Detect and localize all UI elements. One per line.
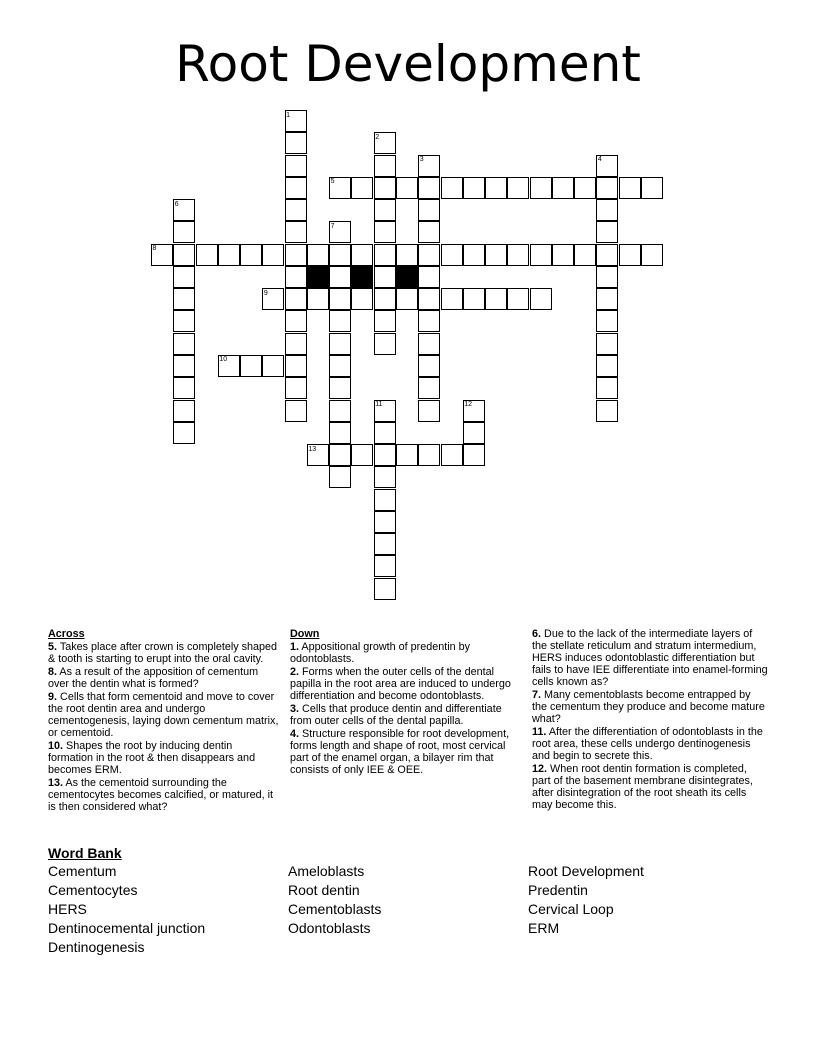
clue-number: 13. — [48, 777, 64, 789]
grid-cell[interactable] — [285, 310, 307, 332]
down-clues — [290, 628, 526, 777]
grid-cell[interactable] — [485, 244, 507, 266]
clue-number: 4 — [597, 156, 602, 164]
grid-cell[interactable] — [285, 155, 307, 177]
down-clue — [532, 726, 768, 762]
grid-cell[interactable] — [240, 244, 262, 266]
across-clue — [48, 641, 280, 665]
clue-number: 1. — [290, 641, 300, 653]
down-clue — [290, 703, 526, 727]
clue-number: 13 — [308, 445, 317, 453]
grid-cell[interactable] — [240, 355, 262, 377]
down-clues-continued — [532, 628, 768, 812]
word-bank-item: Ameloblasts — [288, 863, 365, 879]
across-header: Across — [48, 628, 85, 640]
down-clue — [290, 728, 526, 776]
word-bank-item: Predentin — [528, 882, 588, 898]
clue-text: As the cementoid surrounding the cementocytes becomes calcified, or matured, it is then considered what? — [48, 777, 274, 813]
grid-cell[interactable] — [418, 333, 440, 355]
grid-cell[interactable] — [285, 355, 307, 377]
grid-cell[interactable] — [329, 466, 351, 488]
grid-cell[interactable] — [285, 377, 307, 399]
grid-cell[interactable] — [262, 355, 284, 377]
grid-cell[interactable] — [418, 310, 440, 332]
grid-cell[interactable] — [641, 244, 663, 266]
word-bank-item: Cementocytes — [48, 882, 138, 898]
grid-cell[interactable] — [641, 177, 663, 199]
grid-cell[interactable] — [329, 444, 351, 466]
word-bank-column — [48, 862, 205, 957]
grid-cell[interactable] — [374, 444, 396, 466]
grid-cell[interactable] — [351, 444, 373, 466]
clue-text: Appositional growth of predentin by odontoblasts. — [290, 641, 471, 665]
black-cell — [351, 266, 373, 288]
grid-cell[interactable] — [530, 177, 552, 199]
grid-cell[interactable] — [441, 288, 463, 310]
grid-cell[interactable] — [463, 422, 485, 444]
grid-cell[interactable] — [418, 444, 440, 466]
grid-cell[interactable] — [329, 266, 351, 288]
grid-cell[interactable] — [396, 444, 418, 466]
grid-cell[interactable] — [418, 177, 440, 199]
grid-cell[interactable] — [374, 199, 396, 221]
word-bank-item: Cementoblasts — [288, 901, 382, 917]
grid-cell[interactable] — [418, 221, 440, 243]
grid-cell[interactable] — [374, 533, 396, 555]
grid-cell[interactable] — [596, 266, 618, 288]
clue-number: 11 — [375, 401, 383, 408]
clue-number: 10. — [48, 740, 64, 752]
clue-text: When root dentin formation is completed, part of the basement membrane disintegrates, after disintegration of the root sheath its cells may become this. — [532, 763, 753, 811]
grid-cell[interactable] — [173, 266, 195, 288]
grid-cell[interactable] — [396, 288, 418, 310]
grid-cell[interactable] — [351, 244, 373, 266]
clue-number: 5. — [48, 641, 58, 653]
word-bank-item: Root dentin — [288, 882, 360, 898]
word-bank-item: Cervical Loop — [528, 901, 614, 917]
grid-cell[interactable] — [262, 244, 284, 266]
clue-text: Shapes the root by inducing dentin formation in the root & then disappears and becomes ERM. — [48, 740, 256, 776]
grid-cell[interactable] — [441, 444, 463, 466]
grid-cell[interactable] — [329, 310, 351, 332]
grid-cell[interactable] — [173, 288, 195, 310]
grid-cell[interactable] — [418, 244, 440, 266]
clue-number: 6. — [532, 628, 542, 640]
grid-cell[interactable] — [285, 288, 307, 310]
clue-number: 8. — [48, 666, 58, 678]
grid-cell[interactable] — [374, 288, 396, 310]
grid-cell[interactable] — [596, 199, 618, 221]
grid-cell[interactable] — [173, 310, 195, 332]
clue-number: 7. — [532, 689, 542, 701]
grid-cell[interactable] — [596, 310, 618, 332]
grid-cell[interactable] — [552, 177, 574, 199]
clue-number: 7 — [330, 222, 335, 230]
grid-cell[interactable] — [285, 400, 307, 422]
clue-text: Due to the lack of the intermediate layers of the stellate reticulum and stratum intermedium, HERS induces odontoblastic differentiation but fails to have IEE differentiate into enamel-forming cells known as? — [532, 628, 768, 688]
word-bank-item: Cementum — [48, 863, 117, 879]
grid-cell[interactable] — [418, 266, 440, 288]
grid-cell[interactable] — [619, 177, 641, 199]
clue-number: 10 — [219, 356, 228, 364]
word-bank-item: HERS — [48, 901, 87, 917]
grid-cell[interactable] — [374, 422, 396, 444]
grid-cell[interactable] — [218, 244, 240, 266]
grid-cell[interactable] — [596, 288, 618, 310]
grid-cell[interactable] — [507, 244, 529, 266]
across-clue — [48, 666, 280, 690]
word-bank-item: Dentinogenesis — [48, 939, 145, 955]
clue-number: 9. — [48, 691, 58, 703]
clue-number: 8 — [152, 245, 157, 253]
grid-cell[interactable] — [596, 221, 618, 243]
grid-cell[interactable] — [463, 444, 485, 466]
grid-cell[interactable] — [329, 288, 351, 310]
grid-cell[interactable] — [596, 177, 618, 199]
grid-cell[interactable] — [173, 221, 195, 243]
grid-cell[interactable] — [485, 288, 507, 310]
grid-cell[interactable] — [374, 466, 396, 488]
grid-cell[interactable] — [418, 288, 440, 310]
black-cell — [307, 266, 329, 288]
grid-cell[interactable] — [285, 244, 307, 266]
grid-cell[interactable] — [173, 244, 195, 266]
grid-cell[interactable] — [196, 244, 218, 266]
grid-cell[interactable] — [485, 177, 507, 199]
grid-cell[interactable] — [374, 310, 396, 332]
clue-text: After the differentiation of odontoblasts in the root area, these cells undergo dentinogenesis and begin to secrete this. — [532, 726, 763, 762]
grid-cell[interactable] — [374, 177, 396, 199]
grid-cell[interactable] — [619, 244, 641, 266]
grid-cell[interactable] — [396, 177, 418, 199]
clue-text: Takes place after crown is completely shaped & tooth is starting to erupt into the oral cavity. — [48, 641, 278, 665]
grid-cell[interactable] — [530, 244, 552, 266]
grid-cell[interactable] — [173, 355, 195, 377]
clue-number: 1 — [286, 111, 291, 119]
grid-cell[interactable] — [173, 422, 195, 444]
grid-cell[interactable] — [285, 177, 307, 199]
word-bank-item: ERM — [528, 920, 560, 936]
grid-cell[interactable] — [507, 177, 529, 199]
grid-cell[interactable] — [574, 244, 596, 266]
grid-cell[interactable] — [441, 244, 463, 266]
clue-number: 3 — [419, 156, 424, 164]
grid-cell[interactable] — [463, 244, 485, 266]
grid-cell[interactable] — [329, 400, 351, 422]
word-bank-item: Root Development — [528, 863, 644, 879]
grid-cell[interactable] — [418, 355, 440, 377]
clue-text: Many cementoblasts become entrapped by the cementum they produce and become mature what? — [532, 689, 765, 725]
clue-number: 2 — [375, 133, 380, 141]
grid-cell[interactable] — [285, 266, 307, 288]
grid-cell[interactable] — [173, 377, 195, 399]
page-title: Root Development — [175, 35, 641, 93]
grid-cell[interactable] — [173, 333, 195, 355]
grid-cell[interactable] — [307, 288, 329, 310]
grid-cell[interactable] — [329, 355, 351, 377]
grid-cell[interactable] — [418, 377, 440, 399]
grid-cell[interactable] — [507, 288, 529, 310]
across-clue — [48, 740, 280, 776]
grid-cell[interactable] — [463, 288, 485, 310]
grid-cell[interactable] — [463, 177, 485, 199]
down-clue — [290, 641, 526, 665]
across-clue — [48, 691, 280, 739]
across-clues — [48, 628, 280, 814]
grid-cell[interactable] — [374, 221, 396, 243]
clue-number: 11. — [532, 726, 547, 738]
clue-number: 12 — [464, 401, 473, 408]
grid-cell[interactable] — [441, 177, 463, 199]
word-bank-column — [288, 862, 381, 938]
clue-number: 4. — [290, 728, 300, 740]
word-bank-item: Dentinocemental junction — [48, 920, 206, 936]
grid-cell[interactable] — [285, 221, 307, 243]
grid-cell[interactable] — [374, 244, 396, 266]
grid-cell[interactable] — [574, 177, 596, 199]
clue-number: 12. — [532, 763, 548, 775]
grid-cell[interactable] — [173, 400, 195, 422]
down-clue — [532, 628, 768, 688]
grid-cell[interactable] — [329, 244, 351, 266]
grid-cell[interactable] — [552, 244, 574, 266]
clue-number: 5 — [330, 178, 335, 186]
clue-number: 6 — [174, 200, 179, 208]
clue-number: 2. — [290, 666, 300, 678]
grid-cell[interactable] — [374, 333, 396, 355]
clue-number: 9 — [263, 289, 268, 297]
grid-cell[interactable] — [329, 377, 351, 399]
grid-cell[interactable] — [351, 177, 373, 199]
grid-cell[interactable] — [329, 422, 351, 444]
grid-cell[interactable] — [596, 377, 618, 399]
clue-text: Structure responsible for root development, forms length and shape of root, most cervical part of the enamel organ, a bilayer rim that consists of only IEE & OEE. — [290, 728, 510, 776]
clue-text: Cells that produce dentin and differentiate from outer cells of the dental papilla. — [290, 703, 502, 727]
grid-cell[interactable] — [374, 489, 396, 511]
grid-cell[interactable] — [285, 132, 307, 154]
grid-cell[interactable] — [307, 244, 329, 266]
grid-cell[interactable] — [530, 288, 552, 310]
grid-cell[interactable] — [351, 288, 373, 310]
grid-cell[interactable] — [596, 355, 618, 377]
grid-cell[interactable] — [374, 266, 396, 288]
clue-text: Forms when the outer cells of the dental papilla in the root area are induced to undergo differentiation and become odontoblasts. — [290, 666, 511, 702]
grid-cell[interactable] — [418, 400, 440, 422]
down-header: Down — [290, 628, 320, 640]
grid-cell[interactable] — [374, 555, 396, 577]
grid-cell[interactable] — [596, 400, 618, 422]
grid-cell[interactable] — [596, 333, 618, 355]
across-clue — [48, 777, 280, 813]
grid-cell[interactable] — [396, 244, 418, 266]
grid-cell[interactable] — [329, 333, 351, 355]
clue-text: As a result of the apposition of cementum over the dentin what is formed? — [48, 666, 259, 690]
clue-text: Cells that form cementoid and move to cover the root dentin area and undergo cementogenesis, laying down cementum matrix, or cementoid. — [48, 691, 279, 739]
grid-cell[interactable] — [374, 578, 396, 600]
grid-cell[interactable] — [374, 511, 396, 533]
grid-cell[interactable] — [285, 333, 307, 355]
grid-cell[interactable] — [418, 199, 440, 221]
down-clue — [532, 689, 768, 725]
clue-number: 3. — [290, 703, 300, 715]
down-clue — [532, 763, 768, 811]
word-bank-column — [528, 862, 644, 938]
word-bank-title: Word Bank — [48, 845, 122, 861]
word-bank-item: Odontoblasts — [288, 920, 371, 936]
black-cell — [396, 266, 418, 288]
grid-cell[interactable] — [285, 199, 307, 221]
down-clue — [290, 666, 526, 702]
grid-cell[interactable] — [374, 155, 396, 177]
grid-cell[interactable] — [596, 244, 618, 266]
